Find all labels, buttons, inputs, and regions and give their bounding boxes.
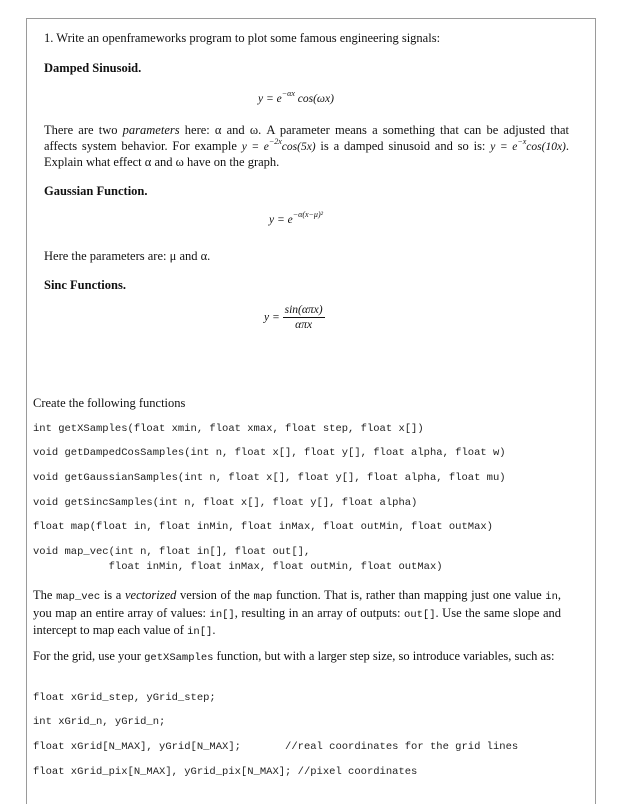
example-eq-2: $y = e^{-x}\cos(10x)$	[490, 136, 566, 153]
gaussian-equation: $y = e^{-\alpha(x-\mu)^2}$	[269, 210, 324, 226]
function-signature: void getSincSamples(int n, float x[], float y[], float alpha)	[33, 497, 418, 509]
gaussian-title: Gaussian Function.	[44, 184, 148, 198]
example-eq-1: $y = e^{-2x}\cos(5x)$	[241, 136, 316, 153]
damped-paragraph: There are two parameters here: α and ω. A parameter means a something that can be adjusted that affects system behavior. For example $y = e^{-2x}\cos(5x)$ is a damped sinusoid and so is: $y = e^{-x}\cos(10x)$. Explain what effect α and ω have on the graph.	[44, 123, 569, 169]
function-signature: float map(float in, float inMin, float inMax, float outMin, float outMax)	[33, 521, 493, 533]
function-signature: void map_vec(int n, float in[], float out[],	[33, 546, 311, 558]
function-signature: int getXSamples(float xmin, float xmax, float step, float x[])	[33, 423, 424, 435]
grid-paragraph: For the grid, use your getXSamples function, but with a larger step size, so introduce variables, such as:	[33, 649, 555, 664]
mapvec-paragraph: The map_vec is a vectorized version of the map function. That is, rather than mapping just one value in, you map an entire array of values: in[], resulting in an array of outputs: out[]. Use the same slope and intercept to map each value of in[].	[33, 588, 562, 638]
sinc-numerator: sin(απx)	[284, 304, 323, 316]
function-signature: void getGaussianSamples(int n, float x[], float y[], float alpha, float mu)	[33, 472, 506, 484]
damped-equation: $y = e^{-\alpha x}$ cos(ωx)	[258, 89, 334, 105]
function-signature-continuation: float inMin, float inMax, float outMin, float outMax)	[33, 561, 443, 573]
grid-code-line: float xGrid[N_MAX], yGrid[N_MAX]; //real coordinates for the grid lines	[33, 741, 519, 753]
sinc-title: Sinc Functions.	[44, 278, 126, 292]
function-signature: void getDampedCosSamples(int n, float x[], float y[], float alpha, float w)	[33, 447, 506, 459]
question-heading: 1. Write an openframeworks program to plot some famous engineering signals:	[44, 31, 441, 45]
grid-code-line: float xGrid_pix[N_MAX], yGrid_pix[N_MAX]; //pixel coordinates	[33, 766, 418, 778]
sinc-equation: y = $\frac{\text{sin(απx)}}{\text{απx}}$	[264, 304, 323, 331]
sinc-denominator: απx	[295, 319, 313, 331]
grid-code-line: int xGrid_n, yGrid_n;	[33, 716, 166, 728]
gaussian-params: Here the parameters are: μ and α.	[44, 249, 211, 263]
grid-code-line: float xGrid_step, yGrid_step;	[33, 692, 216, 704]
damped-title: Damped Sinusoid.	[44, 61, 142, 75]
create-label: Create the following functions	[33, 396, 186, 410]
